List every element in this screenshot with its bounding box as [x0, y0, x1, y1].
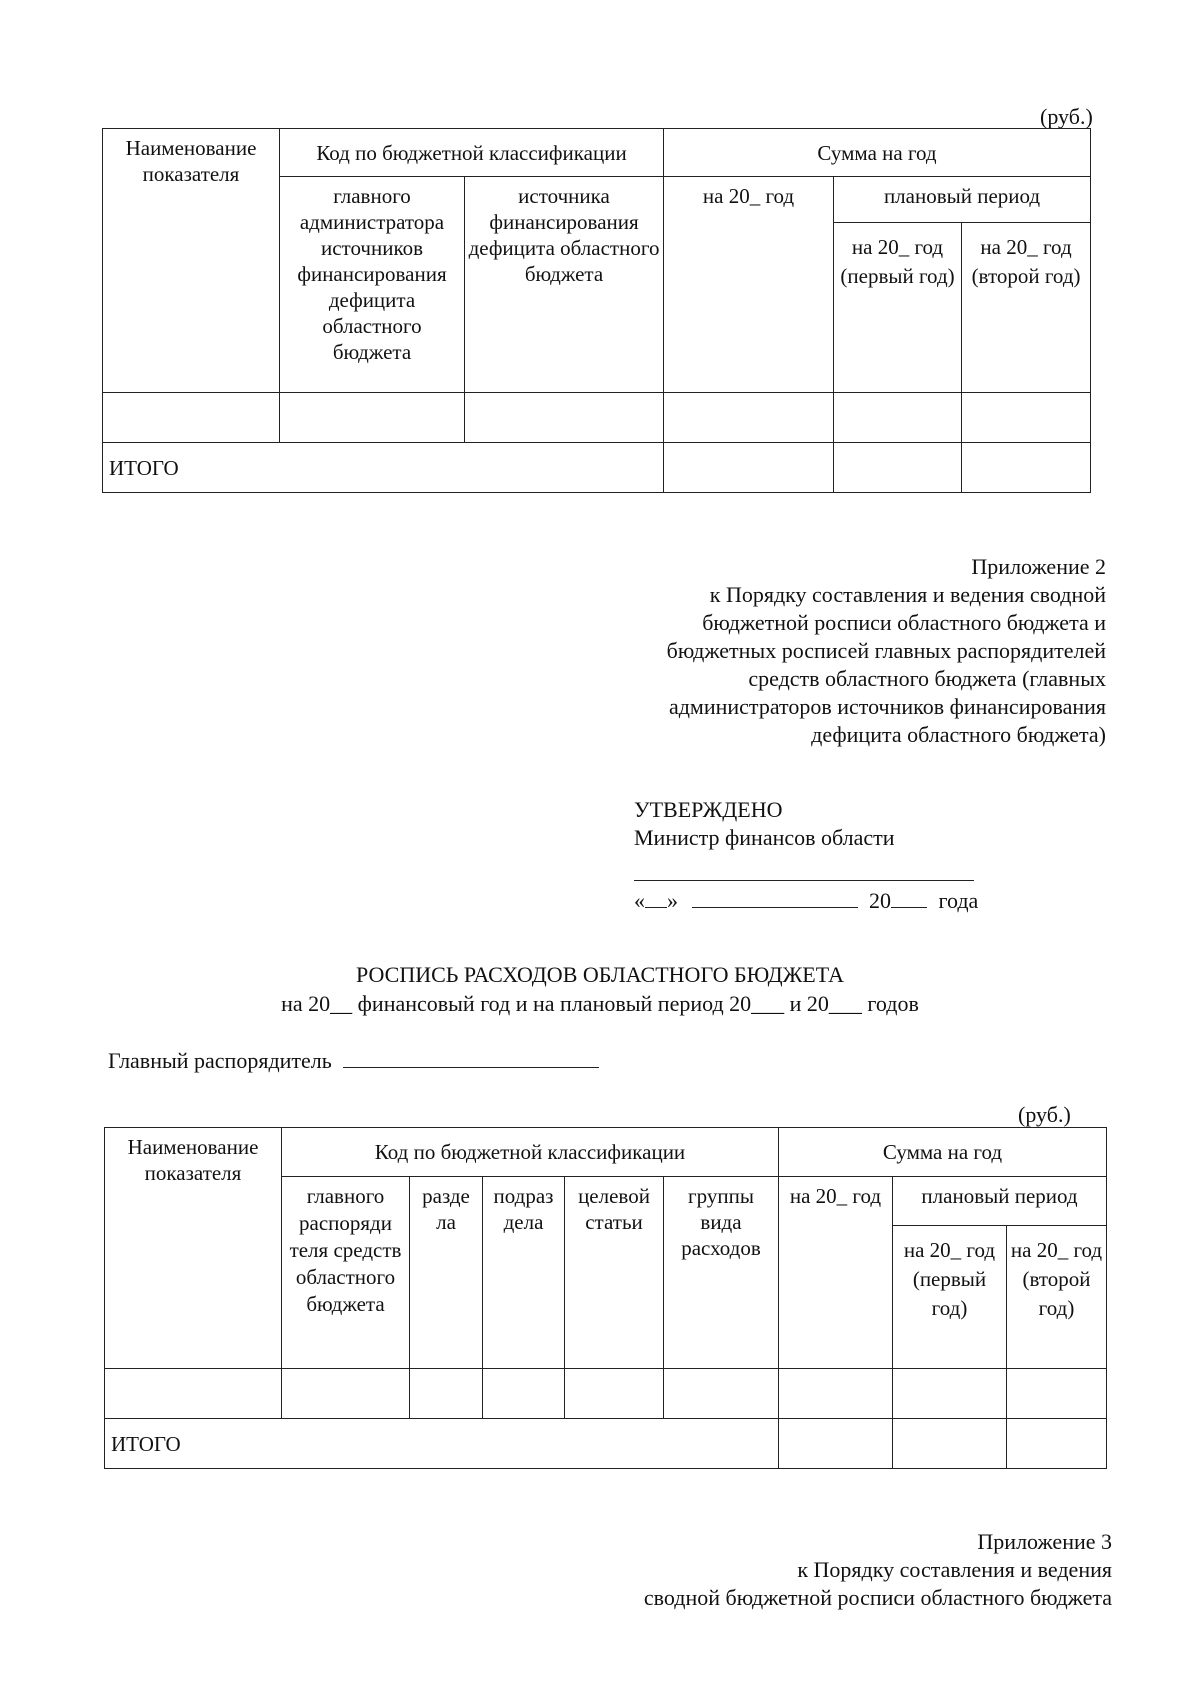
- table1-head-plan: плановый период: [834, 177, 1091, 223]
- manager-label: Главный распорядитель: [108, 1048, 332, 1073]
- month-blank: [692, 885, 858, 908]
- table2-cell: [410, 1369, 483, 1419]
- table2-row: [105, 1369, 1107, 1419]
- manager-blank: [343, 1045, 599, 1068]
- table2-cell: [483, 1369, 565, 1419]
- table2-head-code-group: Код по бюджетной классификации: [282, 1128, 779, 1177]
- table1-total-label: ИТОГО: [103, 443, 664, 493]
- table2-cell: [893, 1369, 1007, 1419]
- table2: [104, 1127, 1107, 1469]
- table1-cell: [664, 443, 834, 493]
- day-blank: [645, 885, 667, 908]
- year-blank: [891, 885, 927, 908]
- table2-head-plan: плановый период: [893, 1177, 1107, 1226]
- table1-head-plan2: на 20_ год (второй год): [962, 223, 1091, 393]
- appendix2-line: дефицита областного бюджета): [811, 722, 1106, 747]
- table2-head-name: Наименование показателя: [105, 1128, 282, 1369]
- table2-head-group: группы вида расходов: [664, 1177, 779, 1369]
- appendix2-block: [486, 553, 1106, 749]
- date-year: 20: [869, 888, 891, 913]
- table2-cell: [1007, 1419, 1107, 1469]
- table2-cell: [779, 1369, 893, 1419]
- table1: [102, 128, 1091, 493]
- table2-cell: [282, 1369, 410, 1419]
- table1-head-admin: главного администратора источников финансирования дефицита областного бюджета: [280, 177, 465, 393]
- table2-cell: [779, 1419, 893, 1469]
- appendix3-line: сводной бюджетной росписи областного бюджета: [643, 1585, 1112, 1610]
- document-title: [100, 960, 1100, 1018]
- date-open-quote: «: [634, 888, 645, 913]
- table2-cell: [105, 1369, 282, 1419]
- table1-cell: [280, 393, 465, 443]
- table2-total-row: [105, 1419, 1107, 1469]
- approval-position: Министр финансов области: [634, 825, 895, 850]
- manager-row: [108, 1045, 599, 1074]
- table2-cell: [565, 1369, 664, 1419]
- table1-cell: [465, 393, 664, 443]
- table1-head-year: на 20_ год: [664, 177, 834, 393]
- title-main: РОСПИСЬ РАСХОДОВ ОБЛАСТНОГО БЮДЖЕТА: [356, 962, 844, 987]
- table1-row: [103, 393, 1091, 443]
- approval-approved: УТВЕРЖДЕНО: [634, 797, 783, 822]
- table2-cell: [664, 1369, 779, 1419]
- date-suffix: года: [938, 888, 979, 913]
- table1-head-source: источника финансирования дефицита областного бюджета: [465, 177, 664, 393]
- date-close-quote: »: [667, 888, 678, 913]
- table2-total-label: ИТОГО: [105, 1419, 779, 1469]
- appendix2-line: средств областного бюджета (главных: [748, 666, 1106, 691]
- appendix2-line: к Порядку составления и ведения сводной: [709, 582, 1106, 607]
- table2-head-section: разде ла: [410, 1177, 483, 1369]
- table1-head-plan1: на 20_ год (первый год): [834, 223, 962, 393]
- table2-head-subsection: подраз дела: [483, 1177, 565, 1369]
- approval-block: [634, 796, 994, 915]
- appendix2-line: Приложение 2: [971, 554, 1106, 579]
- table2-head-plan2: на 20_ год (второй год): [1007, 1226, 1107, 1369]
- table1-unit: (руб.): [1040, 104, 1093, 129]
- table2-unit: (руб.): [1018, 1102, 1071, 1127]
- table1-total-row: [103, 443, 1091, 493]
- appendix3-line: к Порядку составления и ведения: [797, 1557, 1112, 1582]
- table2-cell: [893, 1419, 1007, 1469]
- table1-cell: [834, 393, 962, 443]
- appendix2-line: бюджетной росписи областного бюджета и: [702, 610, 1106, 635]
- appendix3-block: [492, 1528, 1112, 1612]
- appendix2-line: администраторов источников финансирования: [668, 694, 1106, 719]
- table2-head-plan1: на 20_ год (первый год): [893, 1226, 1007, 1369]
- table2-head-year: на 20_ год: [779, 1177, 893, 1369]
- approval-date: [634, 885, 994, 915]
- table1-cell: [834, 443, 962, 493]
- signature-line: [634, 856, 974, 881]
- title-sub: на 20__ финансовый год и на плановый период 20___ и 20___ годов: [281, 991, 919, 1016]
- table2-cell: [1007, 1369, 1107, 1419]
- table1-cell: [962, 443, 1091, 493]
- table2-head-target: целевой статьи: [565, 1177, 664, 1369]
- table1-cell: [664, 393, 834, 443]
- table2-head-sum-group: Сумма на год: [779, 1128, 1107, 1177]
- table1-head-name: Наименование показателя: [103, 129, 280, 393]
- appendix3-line: Приложение 3: [977, 1529, 1112, 1554]
- appendix2-line: бюджетных росписей главных распорядителей: [666, 638, 1106, 663]
- table2-head-manager: главного распоряди теля средств областного бюджета: [282, 1177, 410, 1369]
- table1-head-sum-group: Сумма на год: [664, 129, 1091, 177]
- table1-head-code-group: Код по бюджетной классификации: [280, 129, 664, 177]
- table1-cell: [103, 393, 280, 443]
- table1-cell: [962, 393, 1091, 443]
